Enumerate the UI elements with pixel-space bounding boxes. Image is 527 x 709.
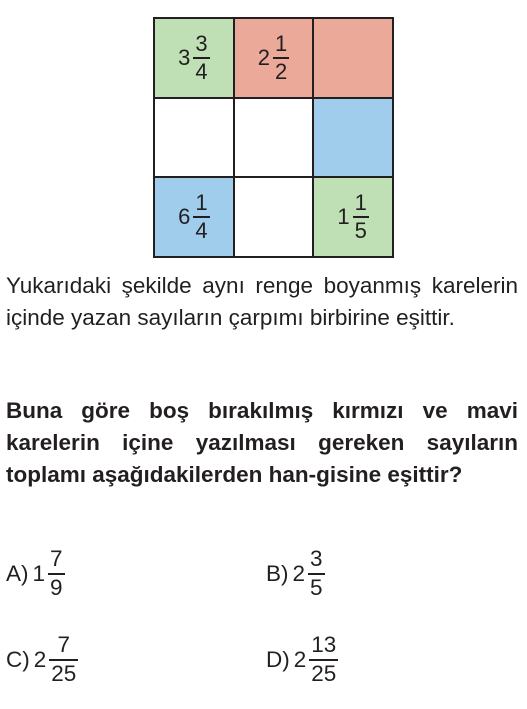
color-grid (153, 17, 394, 258)
denominator: 25 (311, 660, 337, 686)
whole-part: 2 (257, 44, 270, 70)
numerator: 7 (50, 546, 63, 571)
mixed-number (178, 30, 210, 84)
fraction (193, 30, 209, 84)
mixed-number (257, 30, 290, 84)
mixed-number (34, 634, 79, 685)
whole-part: 2 (293, 646, 307, 672)
fraction (48, 548, 65, 599)
grid-cell-blue-bottom-left (154, 177, 234, 257)
option-c[interactable] (6, 634, 78, 685)
grid-cell-red-top-middle (234, 18, 314, 98)
option-label: D) (266, 646, 290, 672)
question-intro: Yukarıdaki şekilde aynı renge boyanmış karelerin içinde yazan sayıların çarpımı birbirine eşittir. (6, 273, 518, 330)
mixed-number (337, 192, 369, 242)
fraction (353, 192, 369, 242)
whole-part: 2 (33, 646, 47, 672)
numerator: 3 (310, 546, 323, 571)
denominator: 5 (354, 218, 367, 244)
numerator: 7 (57, 632, 71, 657)
mixed-number (178, 192, 210, 242)
question-prompt: Buna göre boş bırakılmış kırmızı ve mavi karelerin içine yazılması gereken sayıların toplamı aşağıdakilerden han-gisine eşittir? (6, 398, 518, 487)
option-label: C) (6, 646, 30, 672)
grid-cell-blue-empty (313, 98, 393, 178)
grid-cell-white (154, 98, 234, 178)
grid-cell-green-bottom-right (313, 177, 393, 257)
numerator: 3 (195, 30, 208, 56)
mixed-number (293, 548, 325, 599)
option-label: A) (6, 560, 29, 586)
option-b[interactable] (266, 548, 325, 599)
denominator: 5 (310, 574, 323, 600)
fraction (193, 192, 209, 242)
whole-part: 1 (32, 560, 46, 586)
option-a[interactable] (6, 548, 65, 599)
denominator: 2 (274, 58, 288, 84)
grid-cell-green-top-left (154, 18, 234, 98)
mixed-number (294, 634, 339, 685)
fraction (308, 548, 325, 599)
numerator: 1 (354, 190, 367, 216)
whole-part: 2 (292, 560, 306, 586)
denominator: 9 (50, 574, 63, 600)
grid-cell-white (234, 177, 314, 257)
numerator: 1 (195, 190, 208, 216)
whole-part: 3 (178, 44, 191, 70)
numerator: 1 (274, 30, 288, 56)
denominator: 4 (195, 218, 208, 244)
option-d[interactable] (266, 634, 338, 685)
denominator: 25 (51, 660, 77, 686)
denominator: 4 (195, 58, 208, 84)
grid-cell-white (234, 98, 314, 178)
grid-cell-red-empty (313, 18, 393, 98)
fraction (309, 634, 338, 685)
fraction (273, 30, 289, 84)
fraction (49, 634, 78, 685)
option-label: B) (266, 560, 289, 586)
whole-part: 1 (337, 204, 350, 230)
numerator: 13 (311, 632, 337, 657)
mixed-number (33, 548, 65, 599)
whole-part: 6 (178, 204, 191, 230)
